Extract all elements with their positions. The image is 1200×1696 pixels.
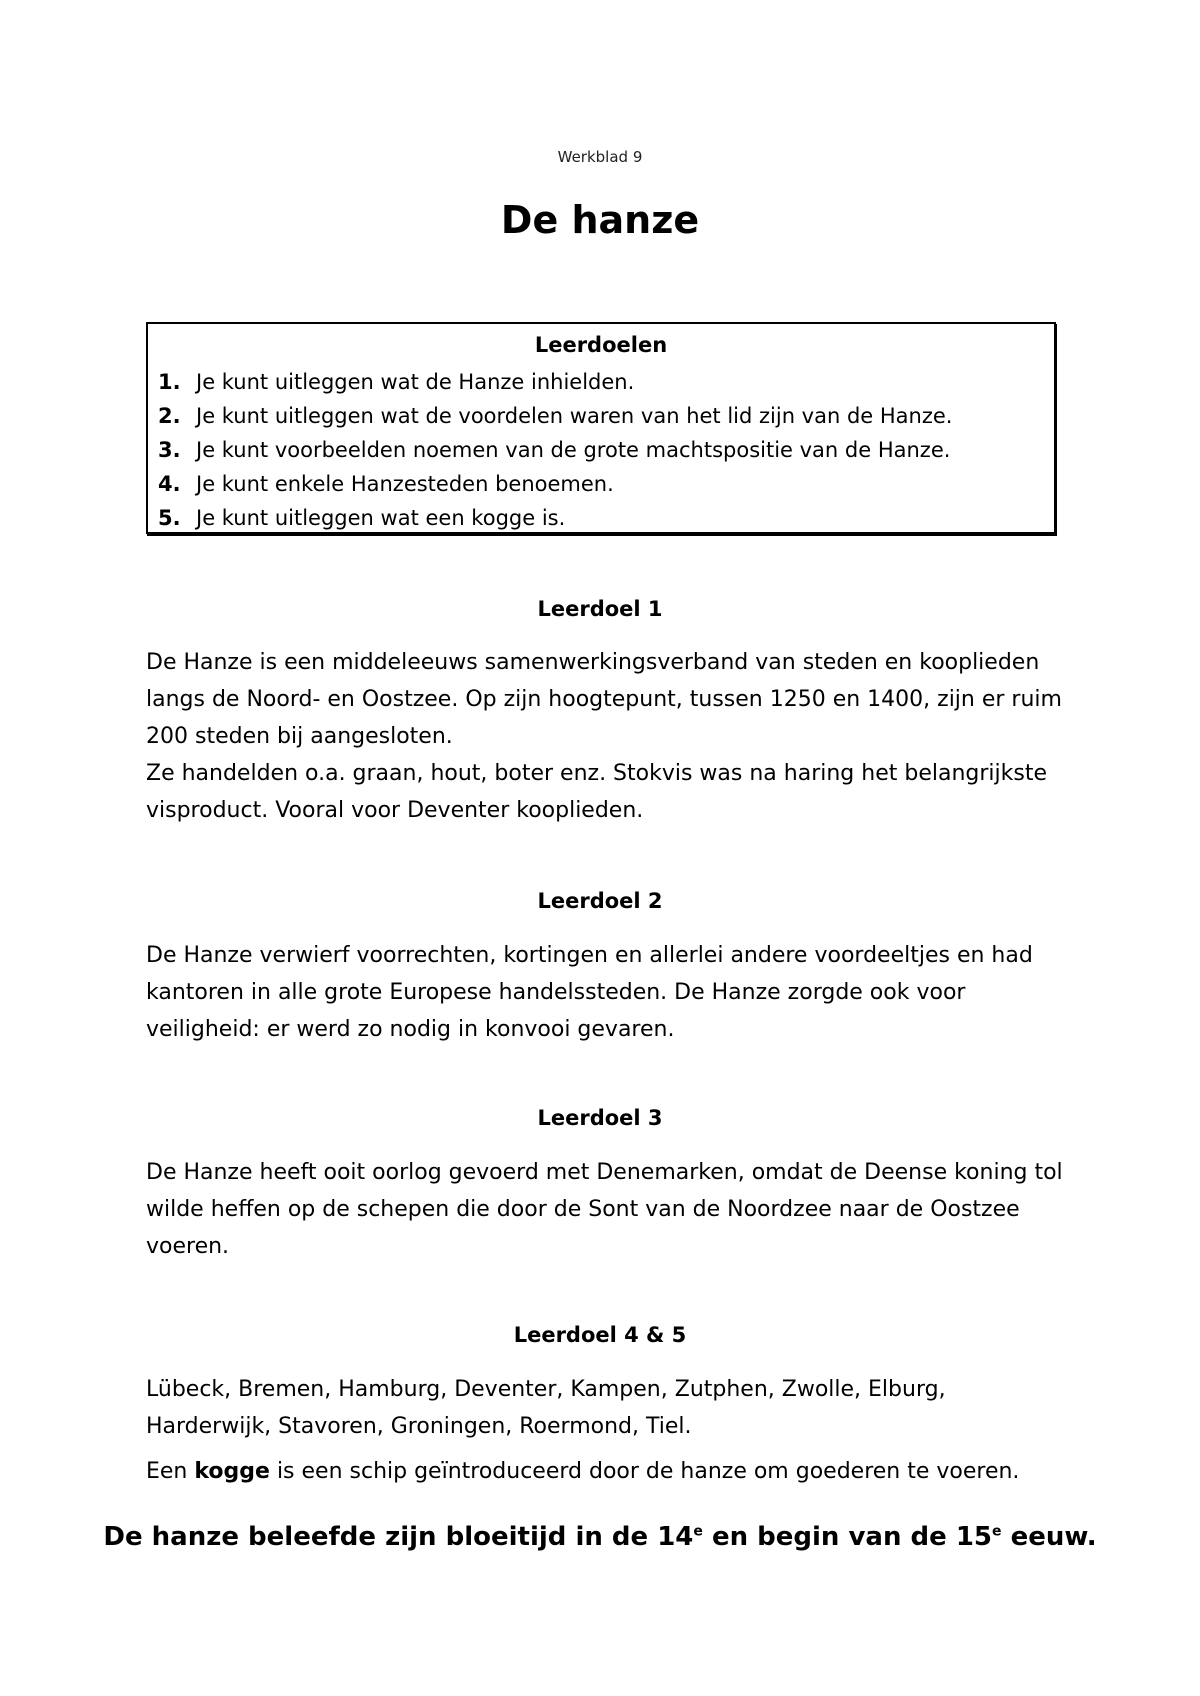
learning-goals-list [148, 365, 1054, 535]
paragraph: De Hanze heeft ooit oorlog gevoerd met Denemarken, omdat de Deense koning tol wilde heffen op de schepen die door de Sont van de Noordzee naar de Oostzee voeren. [146, 1160, 1063, 1259]
kogge-term: kogge [194, 1459, 270, 1484]
paragraph: Ze handelden o.a. graan, hout, boter enz. Stokvis was na haring het belangrijkste visproduct. Vooral voor Deventer kooplieden. [146, 761, 1047, 823]
learning-goal-item [158, 365, 1054, 399]
goal-text: Je kunt enkele Hanzesteden benoemen. [196, 472, 614, 496]
section-body-leerdoel-1 [146, 644, 1066, 829]
section-heading-leerdoel-2: Leerdoel 2 [537, 889, 663, 913]
conclusion-statement: De hanze beleefde zijn bloeitijd in de 14e en begin van de 15e eeuw. [103, 1522, 1097, 1552]
section-body-leerdoel-2 [146, 937, 1066, 1048]
learning-goal-item [158, 467, 1054, 501]
section-body-leerdoel-3 [146, 1154, 1066, 1265]
learning-goals-box [146, 322, 1056, 534]
hanze-cities-list: Lübeck, Bremen, Hamburg, Deventer, Kampen, Zutphen, Zwolle, Elburg, Harderwijk, Stavoren, Groningen, Roermond, Tiel. [146, 1377, 946, 1439]
section-body-leerdoel-4-5 [146, 1371, 1066, 1490]
goal-text: Je kunt uitleggen wat een kogge is. [196, 506, 566, 530]
goal-number: 4. [158, 472, 181, 496]
learning-goals-heading: Leerdoelen [534, 333, 668, 357]
goal-number: 1. [158, 370, 181, 394]
learning-goal-item [158, 433, 1054, 467]
goal-number: 5. [158, 506, 181, 530]
learning-goal-item [158, 501, 1054, 535]
section-heading-leerdoel-4-5: Leerdoel 4 & 5 [513, 1323, 687, 1347]
paragraph: De Hanze is een middeleeuws samenwerkingsverband van steden en kooplieden langs de Noord- en Oostzee. Op zijn hoogtepunt, tussen 1250 en 1400, zijn er ruim 200 steden bij aangesloten. [146, 650, 1062, 749]
paragraph: De Hanze verwierf voorrechten, kortingen en allerlei andere voordeeltjes en had kantoren in alle grote Europese handelssteden. De Hanze zorgde ook voor veiligheid: er werd zo nodig in konvooi gevaren. [146, 943, 1033, 1042]
goal-text: Je kunt uitleggen wat de Hanze inhielden. [196, 370, 635, 394]
goal-number: 3. [158, 438, 181, 462]
page-title: De hanze [500, 198, 700, 242]
section-heading-leerdoel-1: Leerdoel 1 [537, 597, 663, 621]
goal-text: Je kunt voorbeelden noemen van de grote machtspositie van de Hanze. [196, 438, 951, 462]
worksheet-number: Werkblad 9 [557, 148, 643, 166]
goal-text: Je kunt uitleggen wat de voordelen waren van het lid zijn van de Hanze. [196, 404, 953, 428]
kogge-sentence: Een kogge is een schip geïntroduceerd door de hanze om goederen te voeren. [146, 1459, 1020, 1484]
goal-number: 2. [158, 404, 181, 428]
learning-goal-item [158, 399, 1054, 433]
section-heading-leerdoel-3: Leerdoel 3 [537, 1106, 663, 1130]
